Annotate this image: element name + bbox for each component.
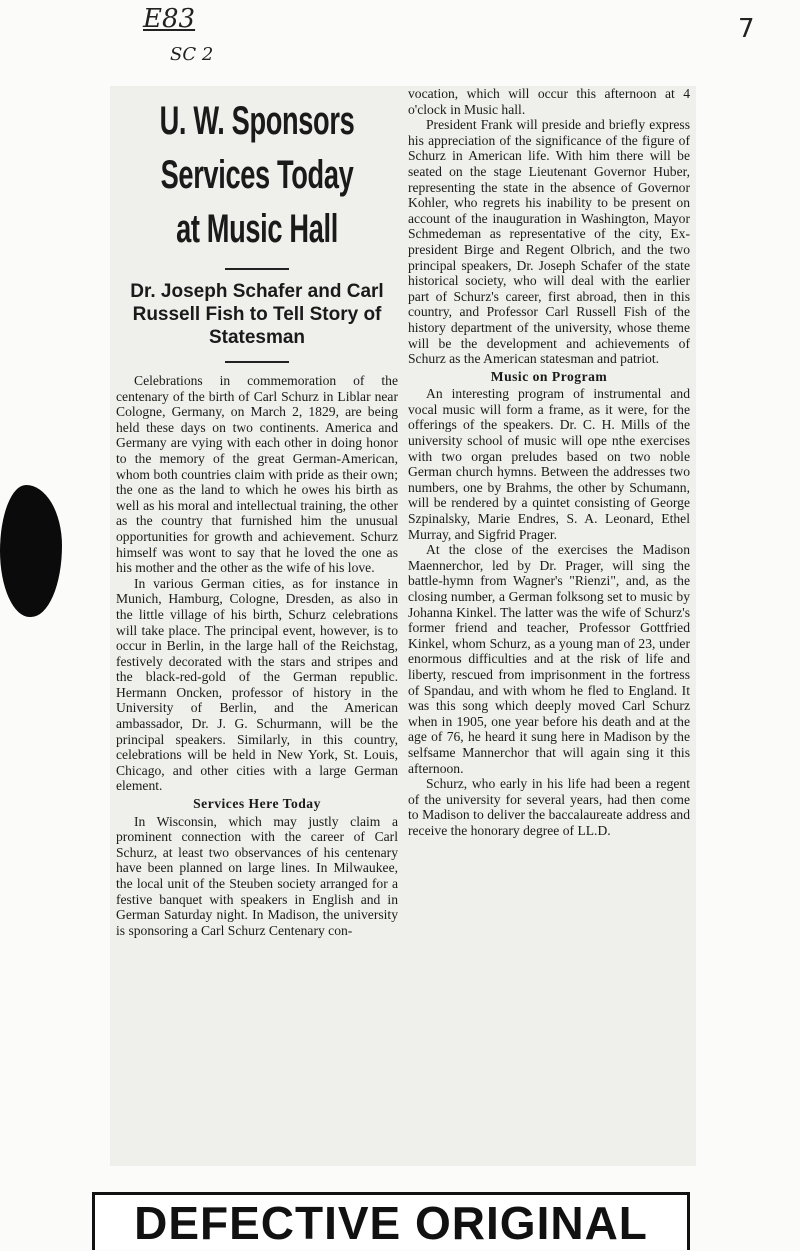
left-column — [116, 86, 398, 938]
stamp-text: DEFECTIVE ORIGINAL — [134, 1197, 648, 1249]
subhead-services-here-today: Services Here Today — [193, 796, 321, 812]
article-paragraph: In various German cities, as for instance in Munich, Hamburg, Cologne, Dresden, as also in the little village of his birth, Schurz celebrations will take place. The principal event, however, is to occur in Berlin, in the large hall of the Reichstag, festively decorated with the stars and stripes and the black-red-gold of the German republic. Hermann Oncken, professor of history in the University of Berlin, and the American ambassador, Dr. J. G. Schurmann, will be the principal speakers. Similarly, in this country, celebrations will be held in New York, St. Louis, Chicago, and other cities with a large German element. — [116, 575, 398, 794]
article-paragraph: vocation, which will occur this afternoon at 4 o'clock in Music hall. — [408, 86, 690, 117]
article-paragraph: Schurz, who early in his life had been a regent of the university for several years, had then come to Madison to deliver the baccalaureate address and receive the honorary degree of LL.D. — [408, 776, 690, 838]
article-paragraph: An interesting program of instrumental and vocal music will form a frame, as it were, for the offerings of the speakers. Dr. C. H. Mills of the university school of music will ope nthe exercises with two organ preludes based on two noble German church hymns. Between the addresses two numbers, one by Brahms, the other by Schumann, will be rendered by a quintet consisting of George Szpinalsky, Marie Endres, S. A. Leonard, Ethel Murray, and Sigfrid Prager. — [408, 386, 690, 542]
article-paragraph: Celebrations in commemoration of the centenary of the birth of Carl Schurz in Liblar near Cologne, Germany, on March 2, 1829, are being held these days on two continents. America and Germany are vying with each other in doing honor to the memory of the great German-American, whom both countries claim with pride as their own; the one as the land to which he owes his birth as well as his moral and intellectual training, the other as the country that furnished him the unusual opportunities for growth and achievement. Schurz himself was wont to say that he loved the one as his mother and the other as the wife of his love. — [116, 373, 398, 576]
deck-headline: Dr. Joseph Schafer and Carl Russell Fish to Tell Story of Statesman — [130, 281, 384, 348]
newspaper-clipping — [110, 86, 696, 1166]
subhead-music-on-program: Music on Program — [490, 368, 608, 384]
ink-blot — [0, 485, 62, 617]
article-paragraph: President Frank will preside and briefly express his appreciation of the significance of the figure of Schurz in American life. With him there will be seated on the stage Lieutenant Governor Huber, representing the state in the absence of Governor Kohler, who regrets his inability to be present on account of the inauguration in Washington, Mayor Schmedeman as representative of the city, Ex-president Birge and Regent Olbrich, and the two principal speakers, Dr. Joseph Schafer of the state historical society, who will deal with the earlier part of Schurz's career, first abroad, then in this country, and Professor Carl Russell Fish of the history department of the university, whose theme will be the development and achievements of Schurz as the American statesman and patriot. — [408, 117, 690, 367]
handwritten-sub-mark: SC 2 — [170, 44, 214, 65]
handwritten-catalog-mark: E83 — [143, 4, 196, 34]
headline-line-1: U. W. Sponsors — [159, 99, 355, 143]
headline — [120, 94, 393, 256]
divider — [225, 361, 289, 363]
article-paragraph: At the close of the exercises the Madison Maennerchor, led by Dr. Prager, will sing the battle-hymn from Wagner's "Rienzi", and, as the closing number, a German folksong set to music by Johanna Kinkel. The latter was the wife of Schurz's former friend and teacher, Professor Gottfried Kinkel, whom Schurz, as a young man of 23, under enormous difficulties and at the risk of life and liberty, rescued from imprisonment in the fortress of Spandau, and with whom he fled to England. It was this song which deeply moved Carl Schurz when in 1905, one year before his death and at the age of 76, he heard it sung here in Madison by the selfsame Mannerchor that will again sing it this afternoon. — [408, 542, 690, 776]
article-paragraph: In Wisconsin, which may justly claim a prominent connection with the career of Carl Schurz, at least two observances of his centenary have been planned on large lines. In Milwaukee, the local unit of the Steuben society arranged for a festive banquet with speakers in English and in German Saturday night. In Madison, the university is sponsoring a Carl Schurz Centenary con- — [116, 813, 398, 938]
headline-line-2: Services Today — [160, 153, 354, 197]
page-number: 7 — [738, 14, 755, 44]
headline-line-3: at Music Hall — [176, 207, 338, 251]
defective-original-stamp — [92, 1192, 690, 1250]
right-column — [408, 86, 690, 839]
divider — [225, 268, 289, 270]
